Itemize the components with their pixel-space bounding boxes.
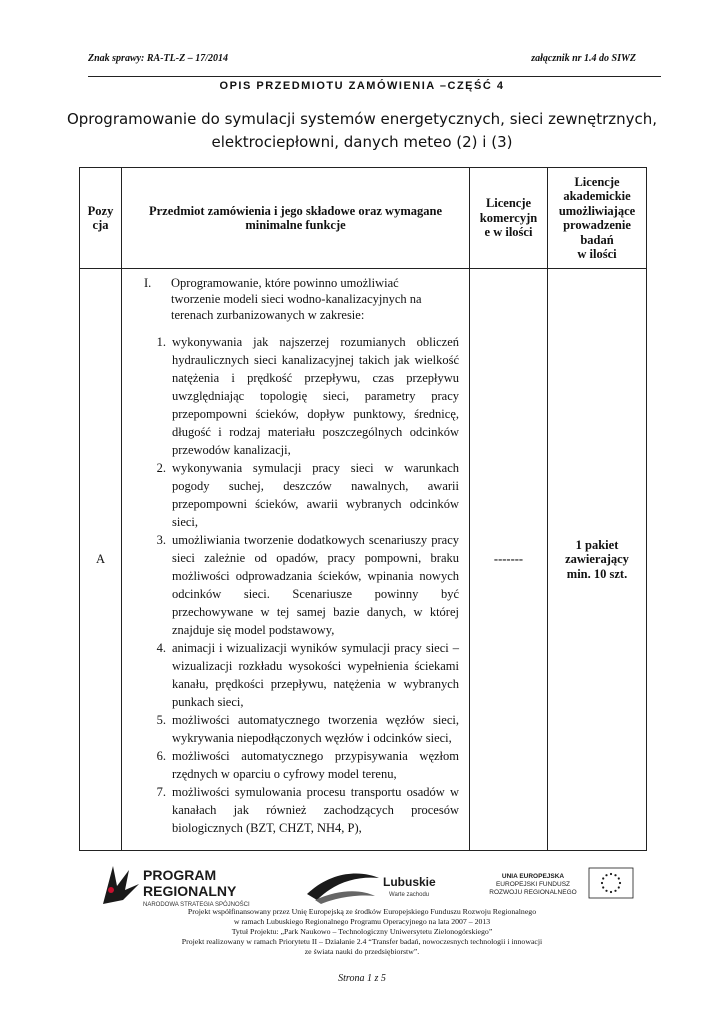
table-row (80, 269, 647, 851)
program-regionalny-logo (103, 866, 250, 908)
specification-table (79, 167, 647, 851)
table-header-row (80, 168, 647, 269)
strategy-label: NARODOWA STRATEGIA SPÓJNOŚCI (143, 902, 250, 908)
header-subject: Przedmiot zamówienia i jego składowe oraz wymagane minimalne funkcje (122, 168, 470, 269)
program-label: PROGRAM (143, 867, 217, 883)
eu-star-icon (619, 882, 621, 884)
eu-star-icon (602, 877, 604, 879)
erdf-label-2: ROZWOJU REGIONALNEGO (489, 889, 577, 896)
header-commercial-licences: Licencje komercyjn e w ilości (470, 168, 548, 269)
erdf-label: EUROPEJSKI FUNDUSZ (495, 881, 571, 888)
row-description (122, 269, 470, 851)
intro-paragraph: I. Oprogramowanie, które powinno umożliwiać tworzenie modeli sieci wodno-kanalizacyjnych na terenach zurbanizowanych w zakresie: (144, 276, 422, 322)
page-header (88, 53, 636, 71)
list-item: 3. umożliwiania tworzenie dodatkowych scenariuszy pracy sieci zależnie od opadów, pracy pompowni, braku możliwości odprowadzania ścieków, wpinania nowych odcinków sieci. Scenariusze powinny być przechowywane w tej samej bazie danych, w której znajduje się model podstawowy, (156, 533, 459, 637)
eu-star-icon (610, 873, 612, 875)
eu-star-icon (610, 891, 612, 893)
row-position: A (80, 269, 122, 851)
list-item: 6. możliwości automatycznego przypisywania węzłom rzędnych w oparciu o cyfrowy model terenu, (156, 749, 459, 781)
eu-star-icon (614, 890, 616, 892)
lubuskie-label: Lubuskie (383, 875, 436, 889)
regionalny-label: REGIONALNY (143, 883, 237, 899)
eu-star-icon (601, 882, 603, 884)
eu-star-icon (602, 886, 604, 888)
page-number: Strona 1 z 5 (338, 973, 386, 984)
list-item: 7. możliwości symulowania procesu transportu osadów w kanałach jak również zachodzących procesów biologicznych (BZT, CHZT, NH4, P), (156, 785, 459, 835)
logos-graphic (95, 860, 635, 912)
list-item: 1. wykonywania jak najszerzej rozumianych obliczeń hydraulicznych sieci kanalizacyjnej takich jak wielkość natężenia i prędkość przepływu, czas przepływu uwzględniając topologię sieci, parametry pracy przepompowni ścieków, dopływ punktowy, średnicę, długość i rodzaj materiału poszczególnych odcinków przewodów kanalizacji, (156, 335, 459, 457)
case-number: Znak sprawy: RA-TL-Z – 17/2014 (88, 53, 228, 64)
header-position: Pozy cja (80, 168, 122, 269)
header-divider (88, 76, 661, 77)
eu-logo (489, 868, 633, 898)
star-emblem-icon (103, 866, 139, 904)
document-subtitle: Oprogramowanie do symulacji systemów energetycznych, sieci zewnętrznych, elektrociepłowni, danych meteo (2) i (3) (66, 110, 658, 151)
row-commercial-quantity: ------- (470, 269, 548, 851)
funding-logos (95, 860, 635, 912)
eu-star-icon (605, 890, 607, 892)
funding-note: Projekt współfinansowany przez Unię Europejską ze środków Europejskiego Funduszu Rozwoju Regionalnego w ramach Lubuskiego Regionalnego Programu Operacyjnego na lata 2007 – 2013 Tytuł Projektu: „Park Naukowo – Technologiczny Uniwersytetu Zielonogórskiego” Projekt realizowany w ramach Priorytetu II – Działanie 2.4 “Transfer badań, nowoczesnych technologii i innowacji ze świata nauki do przedsiębiorstw”. (181, 907, 543, 956)
lubuskie-logo (307, 874, 436, 904)
eu-star-icon (618, 877, 620, 879)
list-item: 5. możliwości automatycznego tworzenia węzłów sieci, wykrywania niepodłączonych węzłów i odcinków sieci, (156, 713, 459, 745)
eu-star-icon (605, 874, 607, 876)
document-title: OPIS PRZEDMIOTU ZAMÓWIENIA –CZĘŚĆ 4 (219, 80, 505, 92)
red-dot-icon (108, 887, 114, 893)
eu-star-icon (614, 874, 616, 876)
list-item: 4. animacji i wizualizacji wyników symulacji pracy sieci – wizualizacji rozkładu wysokości wypełnienia ściekami kanału, prędkości przepływu, natężenia w wybranych punkach sieci, (156, 641, 459, 709)
requirements-list (144, 333, 459, 837)
eu-label: UNIA EUROPEJSKA (501, 873, 565, 880)
annex-label: załącznik nr 1.4 do SIWZ (531, 53, 636, 64)
eu-star-icon (618, 886, 620, 888)
eu-flag-icon (589, 868, 633, 898)
lubuskie-tagline: Warte zachodu (389, 892, 430, 898)
list-item: 2. wykonywania symulacji pracy sieci w warunkach pogody suchej, deszczów nawalnych, awarii przepompowni ścieków, awarii wybranych odcinków sieci, (156, 461, 459, 529)
row-academic-quantity: 1 pakiet zawierający min. 10 szt. (548, 269, 647, 851)
header-academic-licences: Licencje akademickie umożliwiające prowadzenie badań w ilości (548, 168, 647, 269)
